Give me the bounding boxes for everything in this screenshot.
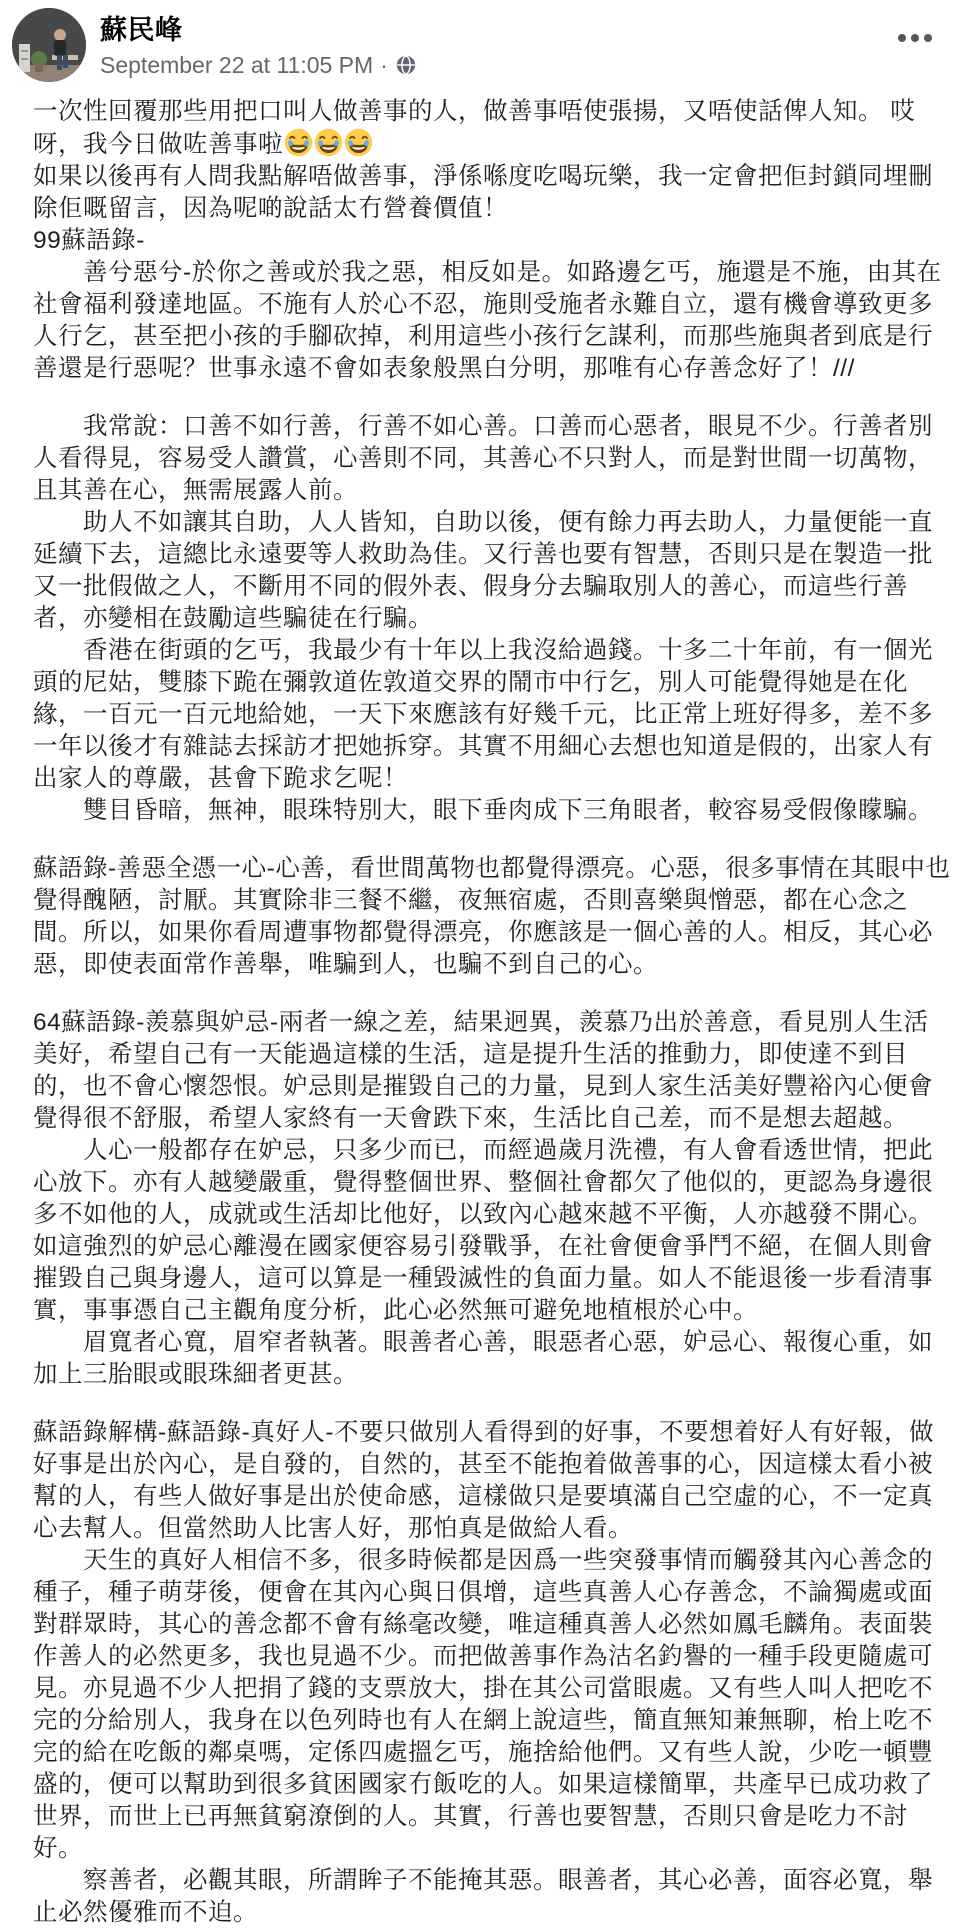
post-body [0,86,960,1929]
post-header [0,0,960,86]
post-paragraph: 我常說：口善不如行善，行善不如心善。口善而心惡者，眼見不少。行善者別人看得見，容易受人讚賞，心善則不同，其善心不只對人，而是對世間一切萬物，且其善在心，無需展露人前。 [33,413,933,504]
face-with-tears-of-joy-emoji [344,128,373,157]
post-paragraph: 雙目昏暗，無神，眼珠特別大，眼下垂肉成下三角眼者，較容易受假像矇騙。 [33,797,933,824]
post-paragraph: 人心一般都存在妒忌，只多少而已，而經過歲月洗禮，有人會看透世情，把此心放下。亦有人越變嚴重，覺得整個世界、整個社會都欠了他似的，更認為身邊很多不如他的人，成就或生活却比他好，以致內心越來越不平衡，人亦越發不開心。如這強烈的妒忌心離漫在國家便容易引發戰爭，在社會便會爭鬥不絕，在個人則會摧毀自己與身邊人，這可以算是一種毀滅性的負面力量。如人不能退後一步看清事實，事事憑自己主觀角度分析，此心必然無可避免地植根於心中。 [33,1137,933,1324]
profile-avatar[interactable] [12,8,86,82]
author-name[interactable]: 蘇民峰 [100,15,183,45]
post-options-button[interactable] [892,28,938,48]
post-paragraph: 64蘇語錄-羨慕與妒忌-兩者一線之差，結果迥異，羨慕乃出於善意，看見別人生活美好，希望自己有一天能過這樣的生活，這是提升生活的推動力，即使達不到目的，也不會心懷怨恨。妒忌則是摧毀自己的力量，見到人家生活美好豐裕內心便會覺得很不舒服，希望人家終有一天會跌下來，生活比自己差，而不是想去超越。 [33,1009,933,1132]
paragraph-gap [33,385,952,411]
paragraph-gap [33,981,952,1007]
post-paragraph: 蘇語錄-善惡全憑一心-心善，看世間萬物也都覺得漂亮。心惡，很多事情在其眼中也覺得醜陋，討厭。其實除非三餐不繼，夜無宿處，否則喜樂與憎惡，都在心念之間。所以，如果你看周遭事物都覺得漂亮，你應該是一個心善的人。相反，其心必惡，即使表面常作善舉，唯騙到人，也騙不到自己的心。 [33,855,951,978]
post-paragraph: 善兮惡兮-於你之善或於我之惡，相反如是。如路邊乞丐，施還是不施，由其在社會福利發達地區。不施有人於心不忍，施則受施者永難自立，還有機會導致更多人行乞，甚至把小孩的手腳砍掉，利用這些小孩行乞謀利，而那些施與者到底是行善還是行惡呢？世事永遠不會如表象般黑白分明，那唯有心存善念好了！/// [33,259,942,382]
post-paragraph: 蘇語錄解構-蘇語錄-真好人-不要只做別人看得到的好事，不要想着好人有好報，做好事是出於內心，是自發的，自然的，甚至不能抱着做善事的心，因這樣太看小被幫的人，有些人做好事是出於使命感，這樣做只是要填滿自己空虛的心，不一定真心去幫人。但當然助人比害人好，那怕真是做給人看。 [33,1419,934,1542]
post-paragraph: 如果以後再有人問我點解唔做善事，淨係喺度吃喝玩樂，我一定會把佢封鎖同埋刪除佢嘅留言，因為呢啲說話太冇營養價值！ [33,163,933,222]
post-paragraph: 助人不如讓其自助，人人皆知，自助以後，便有餘力再去助人，力量便能一直延續下去，這總比永遠要等人救助為佳。又行善也要有智慧，否則只是在製造一批又一批假做之人，不斷用不同的假外表、假身分去騙取別人的善心，而這些行善者，亦變相在鼓勵這些騙徒在行騙。 [33,509,933,632]
post-paragraph: 一次性回覆那些用把口叫人做善事的人，做善事唔使張揚，又唔使話俾人知。 哎呀，我今日做咗善事啦 [33,98,916,158]
globe-privacy-icon [395,54,417,76]
paragraph-gap [33,1391,952,1417]
post-meta [100,52,417,79]
post-paragraph: 察善者，必觀其眼，所謂眸子不能掩其惡。眼善者，其心必善，面容必寬，舉止必然優雅而不迫。 [33,1867,933,1926]
post-paragraph: 香港在街頭的乞丐，我最少有十年以上我沒給過錢。十多二十年前，有一個光頭的尼姑，雙膝下跪在彌敦道佐敦道交界的鬧市中行乞，別人可能覺得她是在化緣，一百元一百元地給她，一天下來應該有好幾千元，比正常上班好得多，差不多一年以後才有雜誌去採訪才把她拆穿。其實不用細心去想也知道是假的，出家人有出家人的尊嚴，甚會下跪求乞呢！ [33,637,933,792]
meta-separator: · [380,51,388,78]
post-paragraph: 天生的真好人相信不多，很多時候都是因爲一些突發事情而觸發其內心善念的種子，種子萌芽後，便會在其內心與日俱增，這些真善人心存善念，不論獨處或面對群眾時，其心的善念都不會有絲毫改變，唯這種真善人必然如鳳毛麟角。表面裝作善人的必然更多，我也見過不少。而把做善事作為沽名釣譽的一種手段更隨處可見。亦見過不少人把捐了錢的支票放大，掛在其公司當眼處。又有些人叫人把吃不完的分給別人，我身在以色列時也有人在網上說這些，簡直無知兼無聊，枱上吃不完的給在吃飯的鄰桌嗎，定係四處搵乞丐，施捨給他們。又有些人說，少吃一頓豐盛的，便可以幫助到很多貧困國家冇飯吃的人。如果這樣簡單，共產早已成功救了世界，而世上已再無貧窮潦倒的人。其實，行善也要智慧，否則只會是吃力不討好。 [33,1547,933,1862]
ellipsis-icon [898,34,932,42]
post-paragraph: 99蘇語錄- [33,227,145,254]
face-with-tears-of-joy-emoji [314,128,343,157]
avatar-photo [12,8,86,82]
paragraph-gap [33,827,952,853]
face-with-tears-of-joy-emoji [284,128,313,157]
post-timestamp[interactable]: September 22 at 11:05 PM [100,51,374,78]
post-paragraph: 眉寬者心寬，眉窄者執著。眼善者心善，眼惡者心惡，妒忌心、報復心重，如加上三胎眼或眼珠細者更甚。 [33,1329,933,1388]
